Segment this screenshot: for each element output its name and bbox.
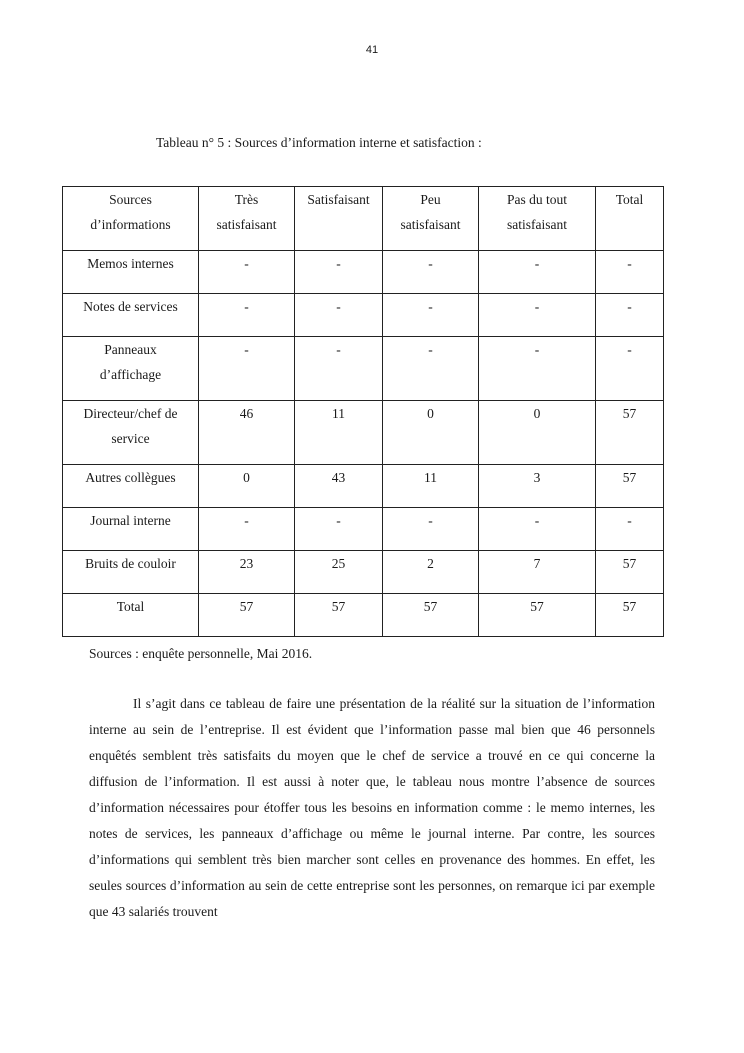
table-cell: 11 — [295, 401, 383, 465]
table-cell: 57 — [295, 594, 383, 637]
table-cell: 11 — [383, 465, 479, 508]
cell-text-line: Notes de services — [83, 299, 178, 314]
table-cell: - — [295, 294, 383, 337]
table-cell: 23 — [199, 551, 295, 594]
cell-text-line: d’affichage — [99, 367, 162, 382]
cell-text-line: Panneaux — [104, 342, 157, 357]
cell-text-line: Satisfaisant — [307, 192, 370, 207]
table-cell: - — [596, 251, 664, 294]
header-pas-du-tout-satisfaisant — [479, 187, 596, 251]
row-label — [63, 337, 199, 401]
table-cell: 46 — [199, 401, 295, 465]
row-label — [63, 251, 199, 294]
table-row — [63, 508, 664, 551]
cell-text-line: Pas du tout — [506, 192, 567, 207]
table-cell: 57 — [199, 594, 295, 637]
cell-text-line: Sources — [109, 192, 152, 207]
table-cell: - — [479, 294, 596, 337]
cell-text-line: Total — [615, 192, 644, 207]
cell-text-line: Autres collègues — [85, 470, 176, 485]
table-cell: - — [383, 294, 479, 337]
table-cell: - — [383, 508, 479, 551]
table-cell: - — [295, 337, 383, 401]
cell-text-line: Très — [234, 192, 259, 207]
table-header-row — [63, 187, 664, 251]
header-tres-satisfaisant — [199, 187, 295, 251]
row-label — [63, 294, 199, 337]
table-cell: 2 — [383, 551, 479, 594]
table-cell: 57 — [596, 465, 664, 508]
table-cell: 0 — [383, 401, 479, 465]
table-cell: 0 — [199, 465, 295, 508]
page-number: 41 — [365, 44, 379, 56]
table-cell: 7 — [479, 551, 596, 594]
table-cell: - — [479, 251, 596, 294]
cell-text-line: Memos internes — [87, 256, 174, 271]
table-row — [63, 337, 664, 401]
cell-text-line: Total — [116, 599, 145, 614]
table-cell: - — [199, 294, 295, 337]
table-cell: - — [199, 251, 295, 294]
row-label — [63, 508, 199, 551]
table-cell: - — [199, 508, 295, 551]
table-cell: - — [383, 337, 479, 401]
table-cell: 25 — [295, 551, 383, 594]
cell-text-line: satisfaisant — [216, 217, 277, 232]
table-cell: 57 — [596, 594, 664, 637]
table-cell: - — [295, 251, 383, 294]
source-note: Sources : enquête personnelle, Mai 2016. — [89, 646, 313, 661]
cell-text-line: d’informations — [90, 217, 171, 232]
table-cell: - — [383, 251, 479, 294]
cell-text-line: Directeur/chef de — [83, 406, 178, 421]
table-cell: - — [479, 337, 596, 401]
table-cell: - — [596, 508, 664, 551]
satisfaction-table — [62, 186, 664, 637]
table-caption: Tableau n° 5 : Sources d’information interne et satisfaction : — [156, 135, 482, 150]
cell-text-line: Journal interne — [90, 513, 171, 528]
header-sources — [63, 187, 199, 251]
cell-text-line: Peu — [420, 192, 441, 207]
table-cell: - — [295, 508, 383, 551]
table-cell: 57 — [479, 594, 596, 637]
table-row — [63, 401, 664, 465]
table-cell: - — [596, 337, 664, 401]
row-label — [63, 465, 199, 508]
paragraph-text: Il s’agit dans ce tableau de faire une présentation de la réalité sur la situation de l’information interne au sein de l’entreprise. Il est évident que l’information passe mal bien que 46 personnels enquêtés semblent très satisfaits du moyen que le chef de service a trouvé en ce qui concerne la diffusion de l’information. Il est aussi à noter que, le tableau nous montre l’absence de sources d’information nécessaires pour étoffer tous les besoins en information comme : le memo internes, les notes de services, les panneaux d’affichage ou même le journal interne. Par contre, les sources d’informations qui semblent très bien marcher sont celles en provenance des hommes. En effet, les seules sources d’information au sein de cette entreprise sont les personnes, on remarque ici par exemple que 43 salariés trouvent — [89, 696, 655, 919]
table-cell: 3 — [479, 465, 596, 508]
table-cell: 0 — [479, 401, 596, 465]
table-cell: 57 — [596, 401, 664, 465]
cell-text-line: Bruits de couloir — [85, 556, 176, 571]
table-cell: 57 — [596, 551, 664, 594]
table-row — [63, 251, 664, 294]
cell-text-line: satisfaisant — [507, 217, 567, 232]
table-cell: 43 — [295, 465, 383, 508]
row-label — [63, 594, 199, 637]
table-cell: - — [596, 294, 664, 337]
cell-text-line: service — [111, 431, 150, 446]
row-label — [63, 551, 199, 594]
table-row — [63, 294, 664, 337]
table-cell: - — [479, 508, 596, 551]
table-row — [63, 465, 664, 508]
table-row — [63, 551, 664, 594]
table-cell: - — [199, 337, 295, 401]
body-paragraph — [89, 691, 655, 925]
table-row — [63, 594, 664, 637]
table-cell: 57 — [383, 594, 479, 637]
header-satisfaisant — [295, 187, 383, 251]
header-total — [596, 187, 664, 251]
row-label — [63, 401, 199, 465]
cell-text-line: satisfaisant — [400, 217, 461, 232]
header-peu-satisfaisant — [383, 187, 479, 251]
